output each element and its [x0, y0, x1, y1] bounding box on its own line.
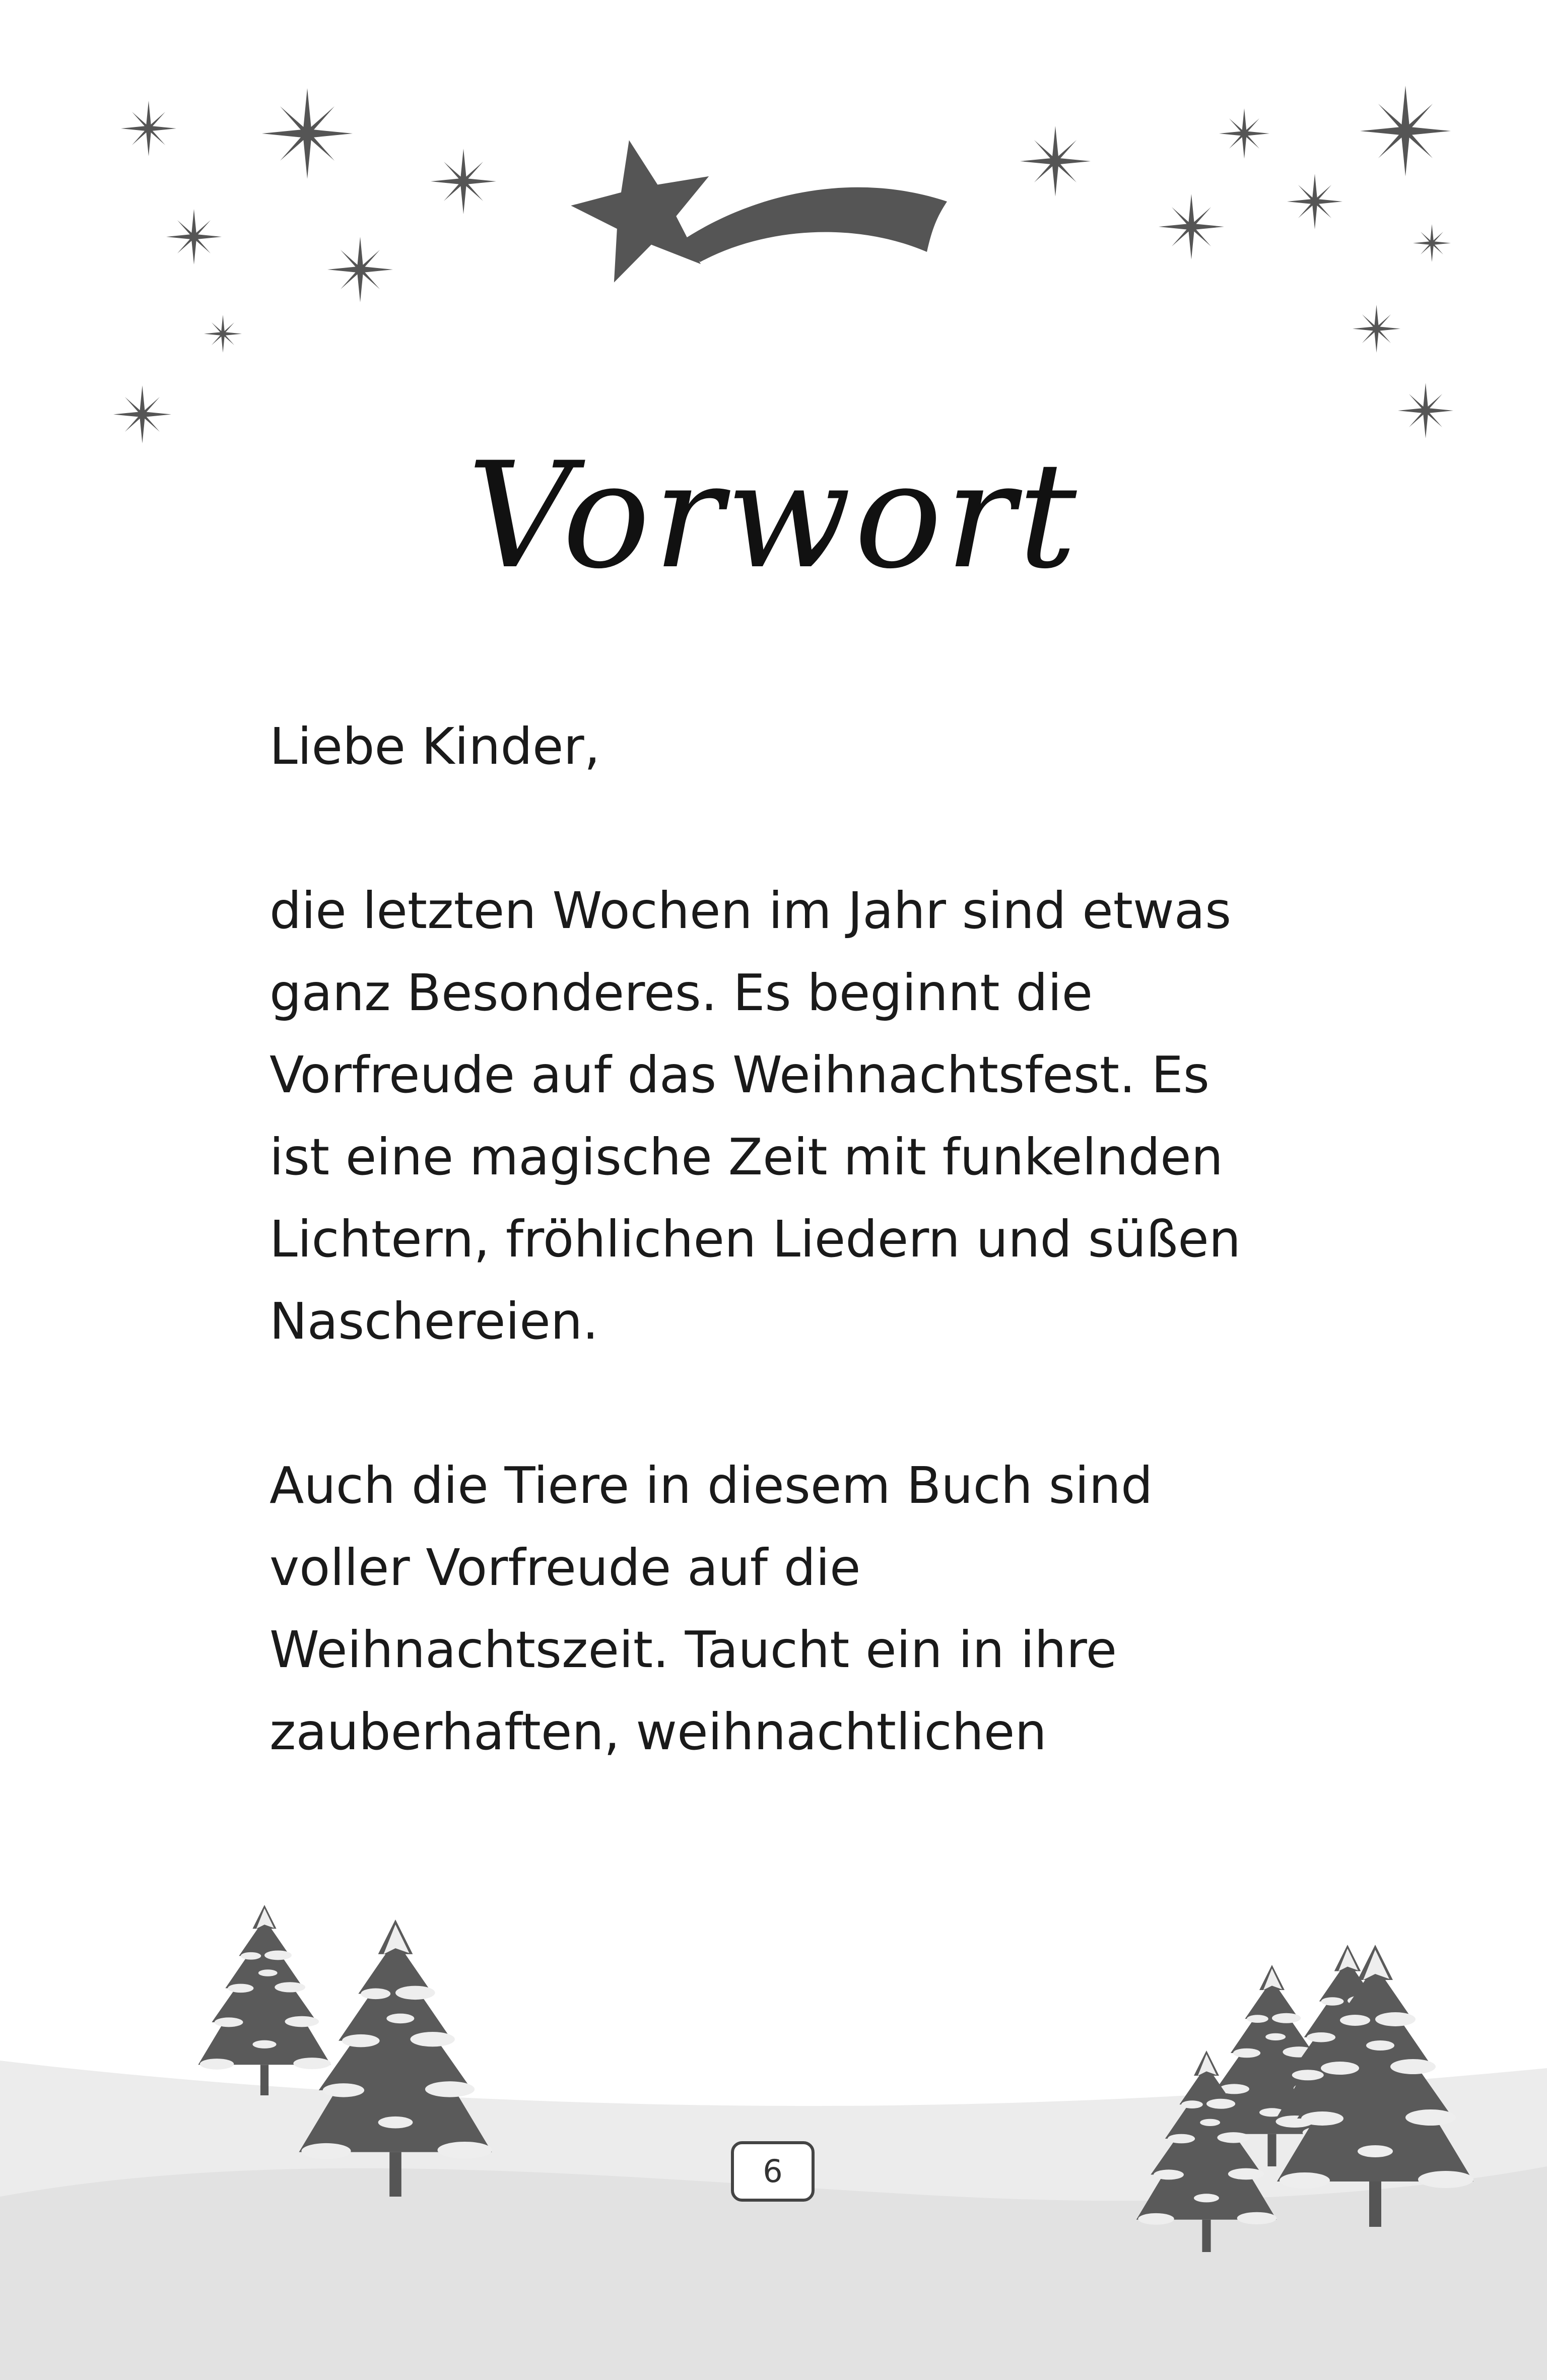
text-line: Vorfreude auf das Weihnachtsfest. Es [270, 1045, 1209, 1104]
paragraph-2 [270, 1444, 1302, 1773]
text-line: Lichtern, fröhlichen Liedern und süßen [270, 1210, 1241, 1269]
page-title: Vorwort [467, 431, 1080, 601]
sparkle-star-icon [1219, 108, 1269, 159]
greeting-line: Liebe Kinder, [270, 717, 600, 776]
sparkle-star-icon [1353, 305, 1400, 353]
text-line: zauberhaften, weihnachtlichen [270, 1702, 1047, 1761]
text-line: voller Vorfreude auf die [270, 1538, 861, 1597]
sparkle-star-icon [431, 149, 496, 214]
sparkle-star-icon [113, 385, 171, 443]
text-line: ist eine magische Zeit mit funkelnden [270, 1128, 1223, 1186]
snowy-fir-tree-icon [299, 1920, 492, 2197]
winter-landscape-decoration [0, 1864, 1547, 2380]
sparkle-star-icon [121, 101, 176, 156]
text-line: Naschereien. [270, 1292, 598, 1351]
sparkle-star-icon [1413, 224, 1451, 262]
sparkle-star-icon [1287, 174, 1342, 229]
text-line: Weihnachtszeit. Taucht ein in ihre [270, 1620, 1117, 1679]
starry-sky-decoration [0, 0, 1547, 479]
text-line: ganz Besonderes. Es beginnt die [270, 963, 1093, 1022]
sparkle-star-icon [1020, 126, 1091, 196]
snowy-fir-tree-icon [198, 1905, 330, 2095]
sparkle-star-icon [262, 88, 353, 179]
sparkle-star-icon [166, 209, 222, 265]
sparkle-star-icon [204, 315, 242, 353]
text-line: Auch die Tiere in diesem Buch sind [270, 1456, 1153, 1515]
paragraph-1 [270, 870, 1302, 1362]
foreword-text [270, 705, 1302, 1773]
shooting-star-icon [560, 125, 947, 288]
sparkle-star-icon [1159, 194, 1224, 259]
page-number: 6 [731, 2141, 815, 2202]
sparkle-star-icon [1398, 383, 1453, 438]
sparkle-star-icon [327, 237, 393, 302]
text-line: die letzten Wochen im Jahr sind etwas [270, 881, 1232, 940]
greeting-paragraph [270, 705, 1302, 787]
sparkle-star-icon [1360, 86, 1451, 176]
